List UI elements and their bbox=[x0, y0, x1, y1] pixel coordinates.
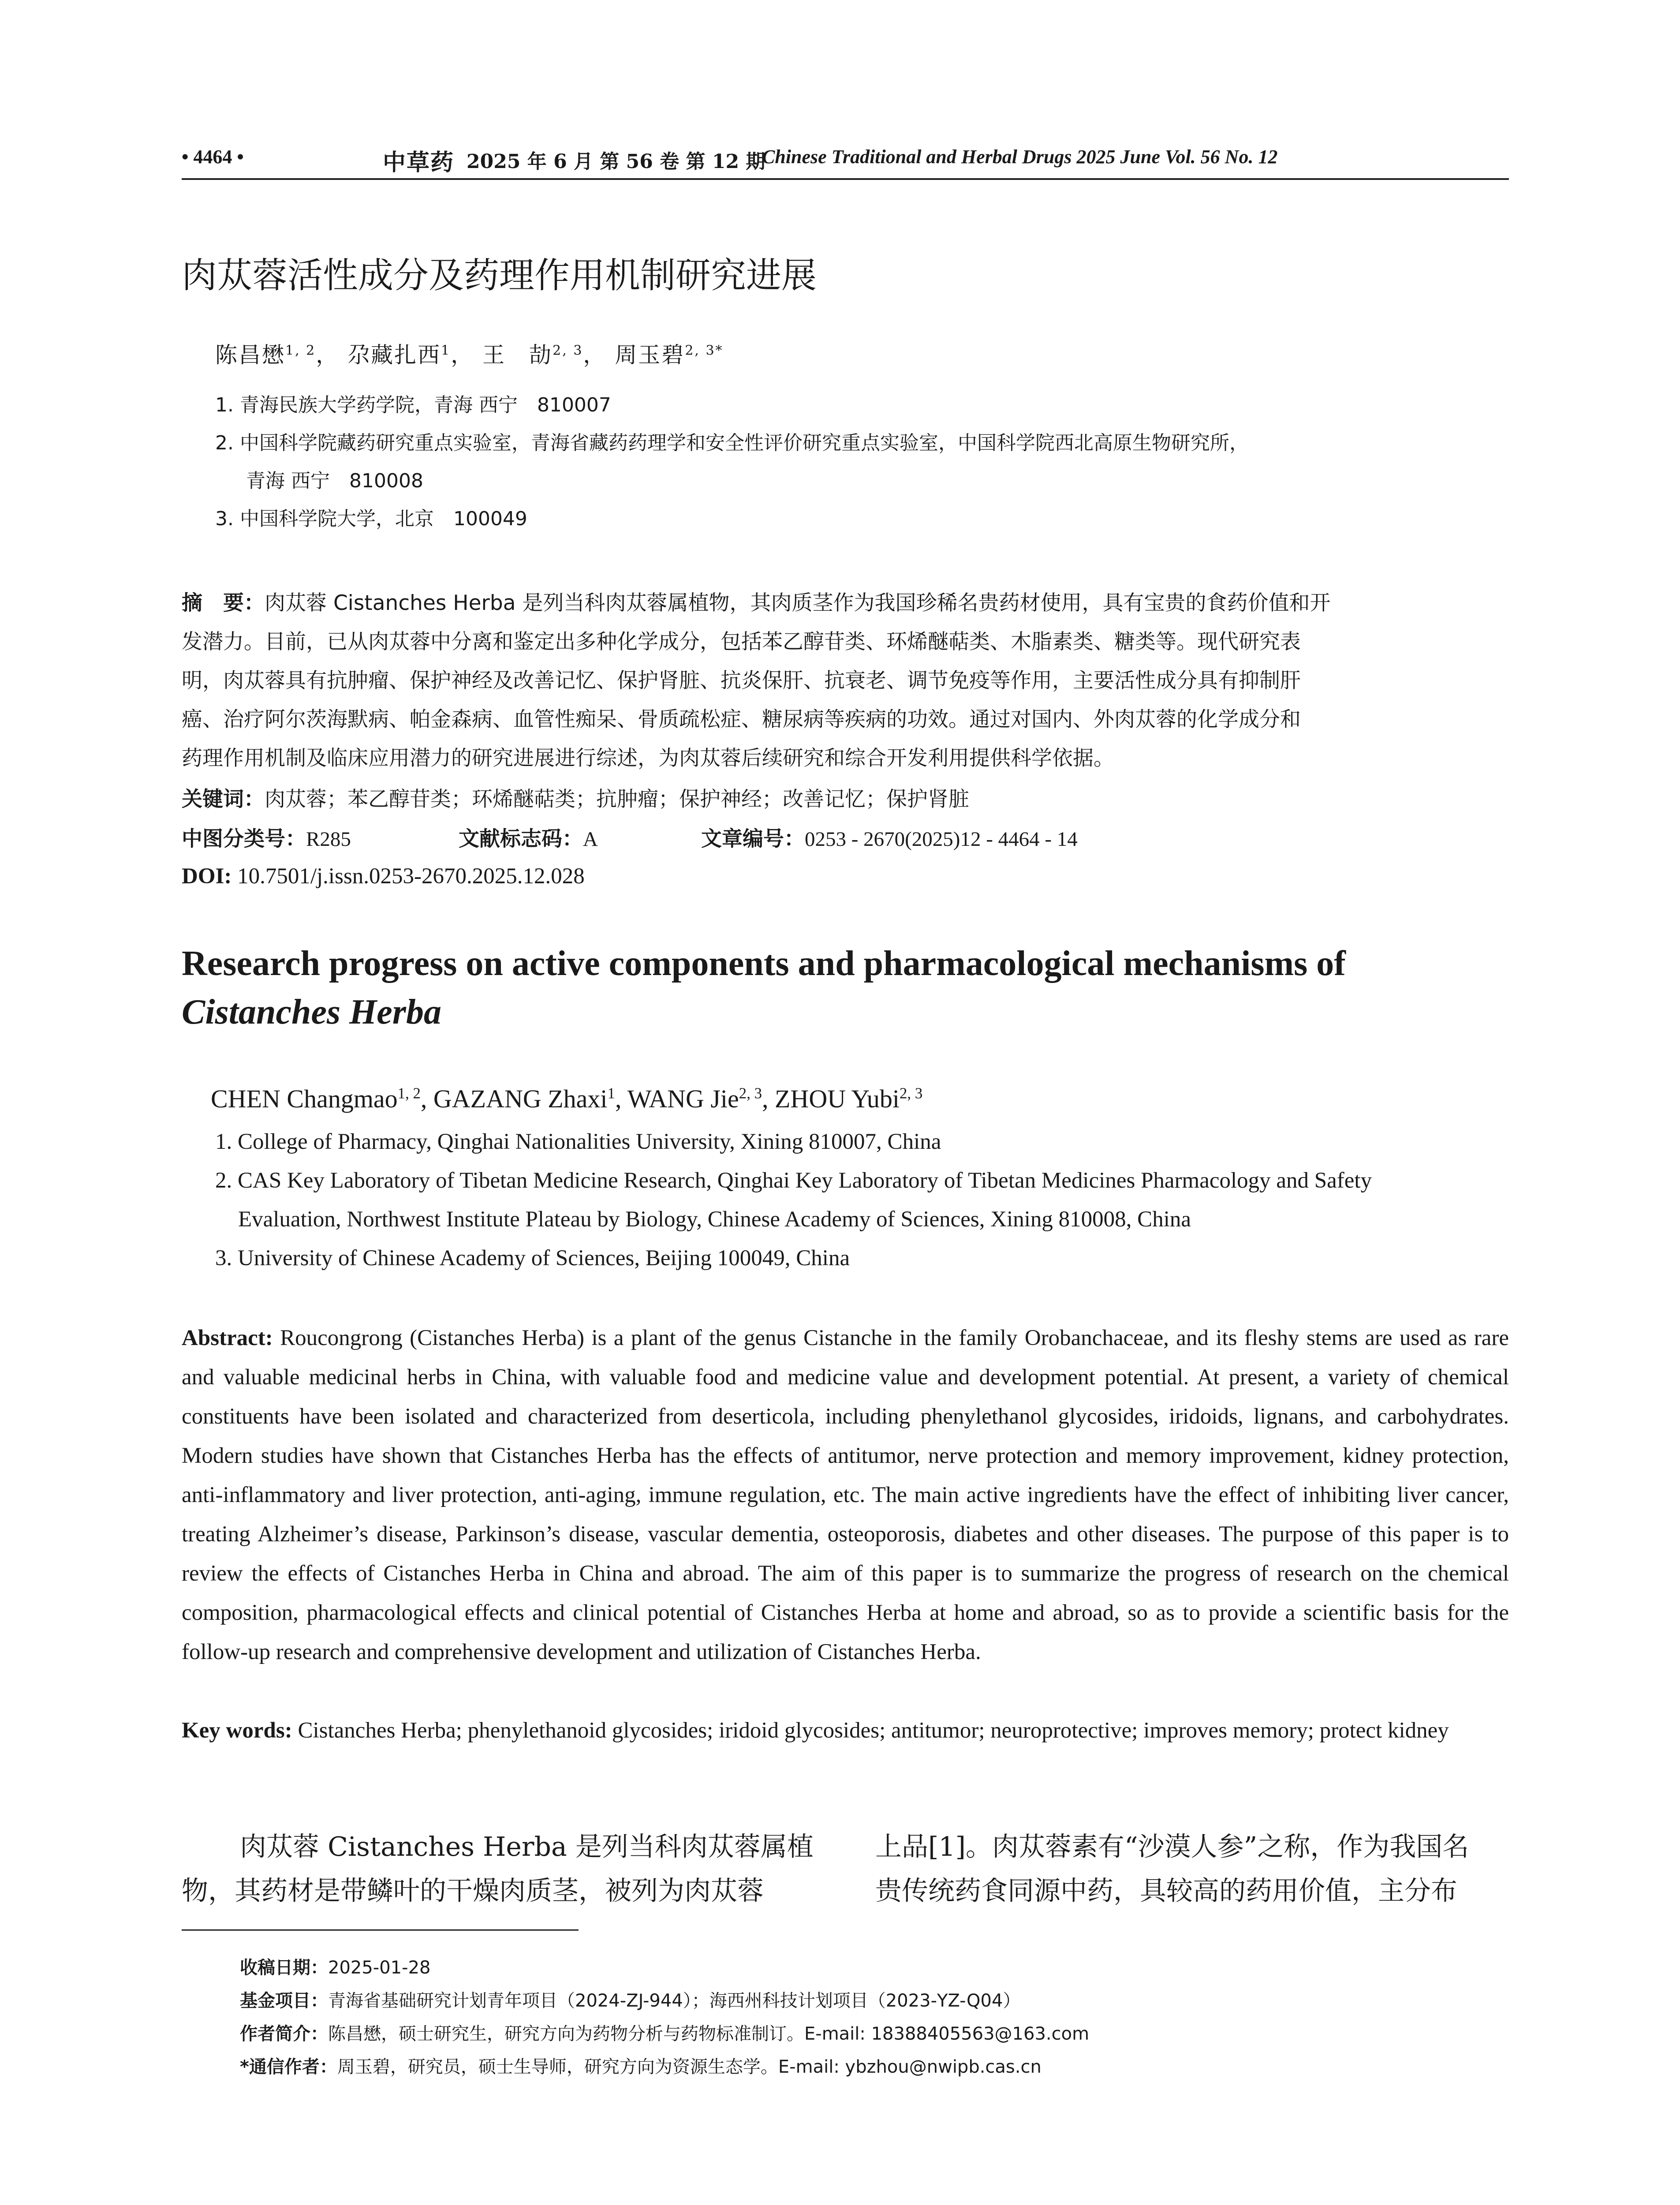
abstract-cn-line-4: 癌、治疗阿尔茨海默病、帕金森病、血管性痴呆、骨质疏松症、糖尿病等疾病的功效。通过对国内、外肉苁蓉的化学成分和 bbox=[182, 707, 1301, 732]
footnote-text: 周玉碧，研究员，硕士生导师，研究方向为资源生态学。E-mail: ybzhou@nwipb.cas.cn bbox=[337, 2057, 1042, 2077]
body-col2-line-1: 上品[1]。肉苁蓉素有“沙漠人参”之称，作为我国名 bbox=[875, 1831, 1469, 1862]
clc-label: 中图分类号： bbox=[182, 827, 306, 851]
footnote-text: 陈昌懋，硕士研究生，研究方向为药物分析与药物标准制订。E-mail: 18388405563@163.com bbox=[328, 2024, 1090, 2044]
abstract-cn-line-1 bbox=[182, 587, 1330, 616]
author-affil-sup: 1 bbox=[441, 343, 451, 359]
abstract-cn-line-5: 药理作用机制及临床应用潜力的研究进展进行综述，为肉苁蓉后续研究和综合开发利用提供科学依据。 bbox=[182, 746, 1114, 770]
affiliation-en-1: 1. College of Pharmacy, Qinghai Nationalities University, Xining 810007, China bbox=[215, 1129, 941, 1154]
author-name: 陈昌懋 bbox=[215, 342, 285, 368]
keywords-en-text: Cistanches Herba; phenylethanoid glycosides; iridoid glycosides; antitumor; neuroprotective; improves memory; protect kidney bbox=[298, 1718, 1449, 1743]
doc-code-label: 文献标志码： bbox=[459, 827, 583, 851]
footnote-corresponding bbox=[240, 2053, 1042, 2078]
classification-line bbox=[182, 822, 351, 852]
author-name: WANG Jie bbox=[627, 1084, 739, 1113]
author-separator: ， bbox=[583, 342, 607, 368]
affiliation-en-2: 2. CAS Key Laboratory of Tibetan Medicine Research, Qinghai Key Laboratory of Tibetan Medicines Pharmacology and Safety bbox=[215, 1168, 1372, 1193]
body-col1-line-1: 肉苁蓉 Cistanches Herba 是列当科肉苁蓉属植 bbox=[240, 1831, 814, 1862]
footnote-label: *通信作者： bbox=[240, 2057, 337, 2077]
author-separator: , bbox=[420, 1084, 433, 1113]
author-name: ZHOU Yubi bbox=[775, 1084, 900, 1113]
author-name: 周玉碧 bbox=[615, 342, 685, 368]
footnote-funding bbox=[240, 1987, 1020, 2012]
author-affil-sup: 1, 2 bbox=[397, 1084, 421, 1102]
footnote-rule bbox=[182, 1929, 579, 1931]
affiliation-cn-2-cont: 青海 西宁 810008 bbox=[246, 470, 423, 492]
keywords-en bbox=[182, 1711, 1509, 1750]
abstract-en bbox=[182, 1319, 1509, 1672]
author-separator: , bbox=[615, 1084, 627, 1113]
footnote-label: 作者简介： bbox=[240, 2024, 328, 2044]
affiliation-cn-3: 3. 中国科学院大学，北京 100049 bbox=[215, 508, 527, 530]
title-en-line-2: Cistanches Herba bbox=[182, 993, 441, 1031]
author-affil-sup: 2, 3 bbox=[900, 1084, 923, 1102]
footnote-text: 青海省基础研究计划青年项目（2024-ZJ-944）；海西州科技计划项目（2023-YZ-Q04） bbox=[328, 1991, 1021, 2011]
page-number: • 4464 • bbox=[182, 146, 244, 168]
doi-value[interactable]: 10.7501/j.issn.0253-2670.2025.12.028 bbox=[237, 864, 585, 889]
abstract-cn-label: 摘 要： bbox=[182, 591, 265, 615]
body-col2-line-2: 贵传统药食同源中药，具较高的药用价值，主分布 bbox=[875, 1876, 1457, 1906]
doc-code bbox=[459, 822, 598, 852]
affiliation-cn-2: 2. 中国科学院藏药研究重点实验室，青海省藏药药理学和安全性评价研究重点实验室，中国科学院西北高原生物研究所， bbox=[215, 432, 1249, 454]
doi-label: DOI: bbox=[182, 864, 232, 889]
affiliation-cn-1: 1. 青海民族大学药学院，青海 西宁 810007 bbox=[215, 394, 611, 416]
journal-info-en: Chinese Traditional and Herbal Drugs 2025 June Vol. 56 No. 12 bbox=[762, 146, 1278, 168]
author-name: 尕藏扎西 bbox=[347, 342, 441, 368]
author-separator: ， bbox=[316, 342, 340, 368]
author-affil-sup: 2, 3* bbox=[685, 343, 724, 359]
article-no-label: 文章编号： bbox=[701, 827, 805, 851]
author-list-en bbox=[211, 1084, 922, 1114]
footnote-received bbox=[240, 1954, 430, 1979]
author-separator: , bbox=[762, 1084, 775, 1113]
title-cn: 肉苁蓉活性成分及药理作用机制研究进展 bbox=[182, 255, 817, 296]
keywords-cn-text: 肉苁蓉；苯乙醇苷类；环烯醚萜类；抗肿瘤；保护神经；改善记忆；保护肾脏 bbox=[265, 787, 969, 811]
author-affil-sup: 1 bbox=[607, 1084, 615, 1102]
header-rule bbox=[182, 178, 1509, 180]
issue-info-cn: 2025 年 6 月 第 56 卷 第 12 期 bbox=[467, 150, 765, 173]
article-no-value: 0253 - 2670(2025)12 - 4464 - 14 bbox=[805, 828, 1078, 851]
abstract-en-label: Abstract: bbox=[182, 1326, 273, 1350]
footnote-label: 基金项目： bbox=[240, 1991, 328, 2011]
affiliation-en-3: 3. University of Chinese Academy of Sciences, Beijing 100049, China bbox=[215, 1246, 850, 1271]
affiliation-en-2-cont: Evaluation, Northwest Institute Plateau by Biology, Chinese Academy of Sciences, Xining 810008, China bbox=[238, 1207, 1191, 1232]
author-affil-sup: 2, 3 bbox=[739, 1084, 762, 1102]
footnote-text: 2025-01-28 bbox=[328, 1958, 431, 1978]
keywords-cn-label: 关键词： bbox=[182, 787, 265, 811]
keywords-cn bbox=[182, 783, 969, 812]
article-number bbox=[701, 822, 1078, 852]
author-name: CHEN Changmao bbox=[211, 1084, 398, 1113]
abstract-cn-line-3: 明，肉苁蓉具有抗肿瘤、保护神经及改善记忆、保护肾脏、抗炎保肝、抗衰老、调节免疫等作用，主要活性成分具有抑制肝 bbox=[182, 669, 1301, 693]
title-en-line-1: Research progress on active components and pharmacological mechanisms of bbox=[182, 944, 1346, 983]
keywords-en-label: Key words: bbox=[182, 1718, 292, 1743]
doi bbox=[182, 863, 585, 889]
author-separator: ， bbox=[451, 342, 474, 368]
body-col1-line-2: 物，其药材是带鳞叶的干燥肉质茎，被列为肉苁蓉 bbox=[182, 1876, 764, 1906]
author-name: 王 劼 bbox=[482, 342, 553, 368]
clc-value: R285 bbox=[306, 828, 351, 851]
author-list-cn bbox=[215, 337, 724, 369]
author-name: GAZANG Zhaxi bbox=[433, 1084, 608, 1113]
footnote-label: 收稿日期： bbox=[240, 1958, 328, 1978]
footnote-author-bio bbox=[240, 2020, 1089, 2045]
author-affil-sup: 1, 2 bbox=[285, 343, 316, 359]
abstract-en-text: Roucongrong (Cistanches Herba) is a plant of the genus Cistanche in the family Orobanchaceae, and its fleshy stems are used as rare and valuable medicinal herbs in China, with valuable food and medicine value and development potential. At present, a variety of chemical constituents have been isolated and characterized from deserticola, including phenylethanol glycosides, iridoids, lignans, and carbohydrates. Modern studies have shown that Cistanches Herba has the effects of antitumor, nerve protection and memory improvement, kidney protection, anti-inflammatory and liver protection, anti-aging, immune regulation, etc. The main active ingredients have the effect of inhibiting liver cancer, treating Alzheimer’s disease, Parkinson’s disease, vascular dementia, osteoporosis, diabetes and other diseases. The purpose of this paper is to review the effects of Cistanches Herba in China and abroad. The aim of this paper is to summarize the progress of research on the chemical composition, pharmacological effects and clinical potential of Cistanches Herba at home and abroad, so as to provide a scientific basis for the follow-up research and comprehensive development and utilization of Cistanches Herba. bbox=[182, 1326, 1509, 1664]
abstract-cn-text: 肉苁蓉 Cistanches Herba 是列当科肉苁蓉属植物，其肉质茎作为我国珍稀名贵药材使用，具有宝贵的食药价值和开 bbox=[265, 591, 1331, 615]
author-affil-sup: 2, 3 bbox=[553, 343, 583, 359]
abstract-cn-line-2: 发潜力。目前，已从肉苁蓉中分离和鉴定出多种化学成分，包括苯乙醇苷类、环烯醚萜类、木脂素类、糖类等。现代研究表 bbox=[182, 630, 1301, 654]
doc-code-value: A bbox=[583, 828, 598, 851]
journal-name-cn: 中草药 bbox=[383, 149, 455, 176]
